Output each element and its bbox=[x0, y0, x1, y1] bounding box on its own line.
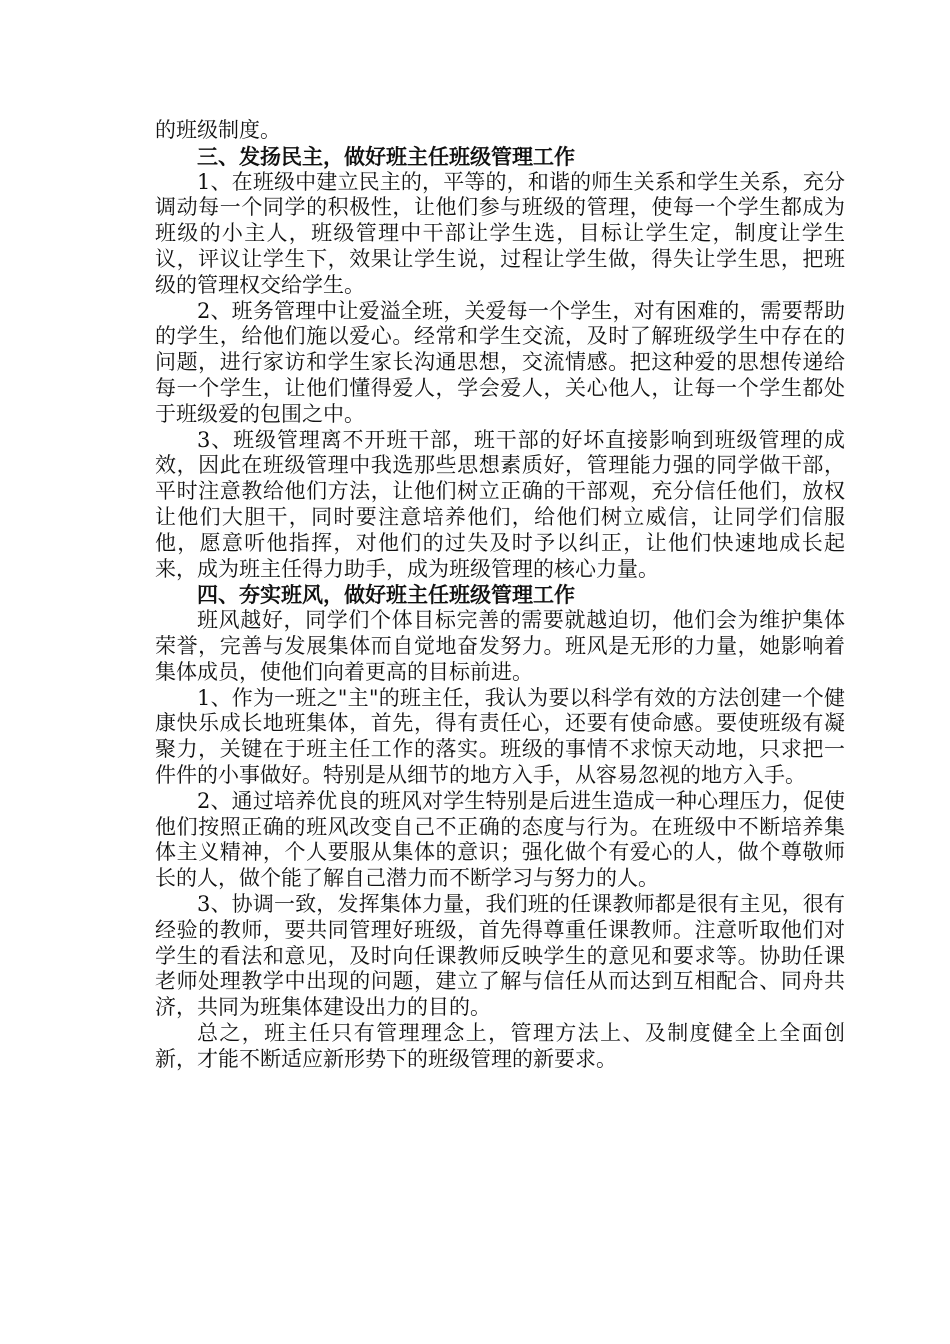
paragraph-continuation: 的班级制度。 bbox=[155, 118, 281, 142]
paragraph-3-3: 3、班级管理离不开班干部，班干部的好坏直接影响到班级管理的成效，因此在班级管理中我选那些思想素质好，管理能力强的同学做干部，平时注意教给他们方法，让他们树立正确的干部观，充分信任他们，放权让他们大胆干，同时要注意培养他们，给他们树立威信，让同学们信服他，愿意听他指挥，对他们的过失及时予以纠正，让他们快速地成长起来，成为班主任得力助手，成为班级管理的核心力量。 bbox=[155, 427, 845, 581]
paragraph-3-1: 1、在班级中建立民主的，平等的，和谐的师生关系和学生关系，充分调动每一个同学的积极性，让他们参与班级的管理，使每一个学生都成为班级的小主人，班级管理中干部让学生选，目标让学生定，制度让学生议，评议让学生下，效果让学生说，过程让学生做，得失让学生思，把班级的管理权交给学生。 bbox=[155, 169, 845, 297]
section-heading-4: 四、夯实班风，做好班主任班级管理工作 bbox=[197, 582, 575, 608]
section-heading-3: 三、发扬民主，做好班主任班级管理工作 bbox=[197, 143, 575, 169]
paragraph-3-2: 2、班务管理中让爱溢全班，关爱每一个学生，对有困难的，需要帮助的学生，给他们施以爱心。经常和学生交流，及时了解班级学生中存在的问题，进行家访和学生家长沟通思想，交流情感。把这种爱的思想传递给每一个学生，让他们懂得爱人，学会爱人，关心他人，让每一个学生都处于班级爱的包围之中。 bbox=[155, 298, 845, 426]
document-page bbox=[155, 118, 845, 1072]
paragraph-4-3: 3、协调一致，发挥集体力量，我们班的任课教师都是很有主见，很有经验的教师，要共同管理好班级，首先得尊重任课教师。注意听取他们对学生的看法和意见，及时向任课教师反映学生的意见和要求等。协助任课老师处理教学中出现的问题，建立了解与信任从而达到互相配合、同舟共济，共同为班集体建设出力的目的。 bbox=[155, 891, 845, 1020]
paragraph-4-2: 2、通过培养优良的班风对学生特别是后进生造成一种心理压力，促使他们按照正确的班风改变自己不正确的态度与行为。在班级中不断培养集体主义精神，个人要服从集体的意识；强化做个有爱心的人，做个尊敬师长的人，做个能了解自己潜力而不断学习与努力的人。 bbox=[155, 788, 845, 891]
paragraph-4-intro: 班风越好，同学们个体目标完善的需要就越迫切，他们会为维护集体荣誉，完善与发展集体而自觉地奋发努力。班风是无形的力量，她影响着集体成员，使他们向着更高的目标前进。 bbox=[155, 608, 845, 684]
paragraph-4-1: 1、作为一班之"主"的班主任，我认为要以科学有效的方法创建一个健康快乐成长地班集体，首先，得有责任心，还要有使命感。要使班级有凝聚力，关键在于班主任工作的落实。班级的事情不求惊天动地，只求把一件件的小事做好。特别是从细节的地方入手，从容易忽视的地方入手。 bbox=[155, 685, 845, 787]
paragraph-summary: 总之，班主任只有管理理念上，管理方法上、及制度健全上全面创新，才能不断适应新形势下的班级管理的新要求。 bbox=[155, 1020, 845, 1071]
